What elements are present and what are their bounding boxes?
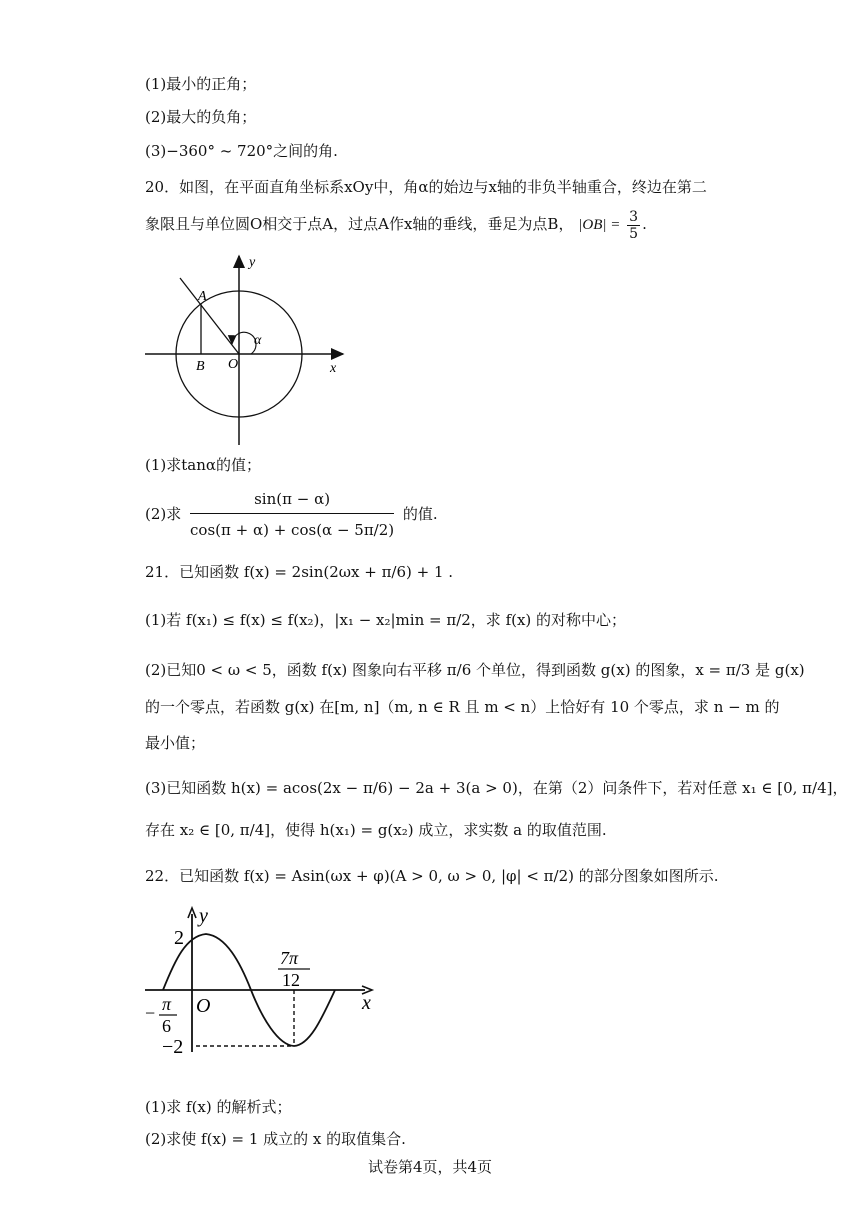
q20-part1: (1)求tanα的值； xyxy=(145,456,262,474)
label-B: B xyxy=(196,359,205,374)
q21-part1: (1)若 f(x₁) ≤ f(x) ≤ f(x₂)，|x₁ − x₂|min = π/2，求 f(x) 的对称中心； xyxy=(145,611,627,629)
label-min: −2 xyxy=(162,1036,184,1058)
label-peak-num: 7π xyxy=(280,948,299,968)
q21-part3-line1: (3)已知函数 h(x) = acos(2x − π/6) − 2a + 3(a > 0)，在第（2）问条件下，若对任意 x₁ ∈ [0, π/4]， xyxy=(145,779,848,797)
q21-part3-line2: 存在 x₂ ∈ [0, π/4]，使得 h(x₁) = g(x₂) 成立，求实数 a 的取值范围. xyxy=(145,821,607,839)
q20-part2 xyxy=(145,485,438,543)
ob-expression: |OB| = xyxy=(578,217,621,233)
label-A: A xyxy=(198,289,207,304)
q22-part2: (2)求使 f(x) = 1 成立的 x 的取值集合. xyxy=(145,1130,406,1148)
label-left-den: 6 xyxy=(162,1016,171,1036)
q19-part3: (3)−360° ~ 720°之间的角. xyxy=(145,142,338,160)
q20-part2-numerator: sin(π − α) xyxy=(190,488,394,514)
q20-part2-suffix: 的值. xyxy=(402,505,438,523)
q21-part2-line1: (2)已知0 < ω < 5，函数 f(x) 图象向右平移 π/6 个单位，得到函数 g(x) 的图象，x = π/3 是 g(x) xyxy=(145,661,805,679)
label-alpha: α xyxy=(254,333,262,348)
label-O: O xyxy=(196,995,211,1017)
page-footer: 试卷第4页，共4页 xyxy=(367,1158,493,1176)
label-y: y xyxy=(199,905,208,927)
ob-numerator: 3 xyxy=(629,208,639,225)
label-x: x xyxy=(330,361,337,376)
unit-circle-figure xyxy=(140,250,355,450)
q21-part2-line2: 的一个零点，若函数 g(x) 在[m, n]（m, n ∈ R 且 m < n）上恰好有 10 个零点，求 n − m 的 xyxy=(145,698,780,716)
q22-stem: 22．已知函数 f(x) = Asin(ωx + φ)(A > 0, ω > 0, |φ| < π/2) 的部分图象如图所示. xyxy=(145,867,719,885)
q21-part2-line3: 最小值； xyxy=(145,734,206,752)
label-O: O xyxy=(228,357,239,372)
label-peak-den: 12 xyxy=(282,970,300,990)
angle-arc xyxy=(232,332,256,354)
q20-part2-denominator: cos(π + α) + cos(α − 5π/2) xyxy=(190,520,395,539)
label-y: y xyxy=(249,255,256,270)
q19-part1: (1)最小的正角； xyxy=(145,75,257,93)
q20-stem-line1: 20．如图，在平面直角坐标系xOy中，角α的始边与x轴的非负半轴重合，终边在第二 xyxy=(145,178,707,196)
q19-part2: (2)最大的负角； xyxy=(145,108,257,126)
label-left-num: π xyxy=(162,994,172,1014)
q20-part2-prefix: (2)求 xyxy=(145,505,182,523)
label-x: x xyxy=(362,992,371,1014)
q21-stem: 21．已知函数 f(x) = 2sin(2ωx + π/6) + 1 . xyxy=(145,563,454,581)
q22-part1: (1)求 f(x) 的解析式； xyxy=(145,1098,292,1116)
q20-stem-line2: 象限且与单位圆O相交于点A，过点A作x轴的垂线，垂足为点B， |OB| = $\frac{3}{5}$ . xyxy=(145,208,647,242)
ob-fraction xyxy=(627,209,640,242)
label-max: 2 xyxy=(174,927,184,949)
q20-stem-line2-text: 象限且与单位圆O相交于点A，过点A作x轴的垂线，垂足为点B， xyxy=(145,215,574,233)
q20-part2-fraction xyxy=(190,488,394,543)
label-left-sign: − xyxy=(145,1003,156,1023)
ob-denominator: 5 xyxy=(629,225,639,242)
sine-graph-figure xyxy=(140,902,390,1072)
